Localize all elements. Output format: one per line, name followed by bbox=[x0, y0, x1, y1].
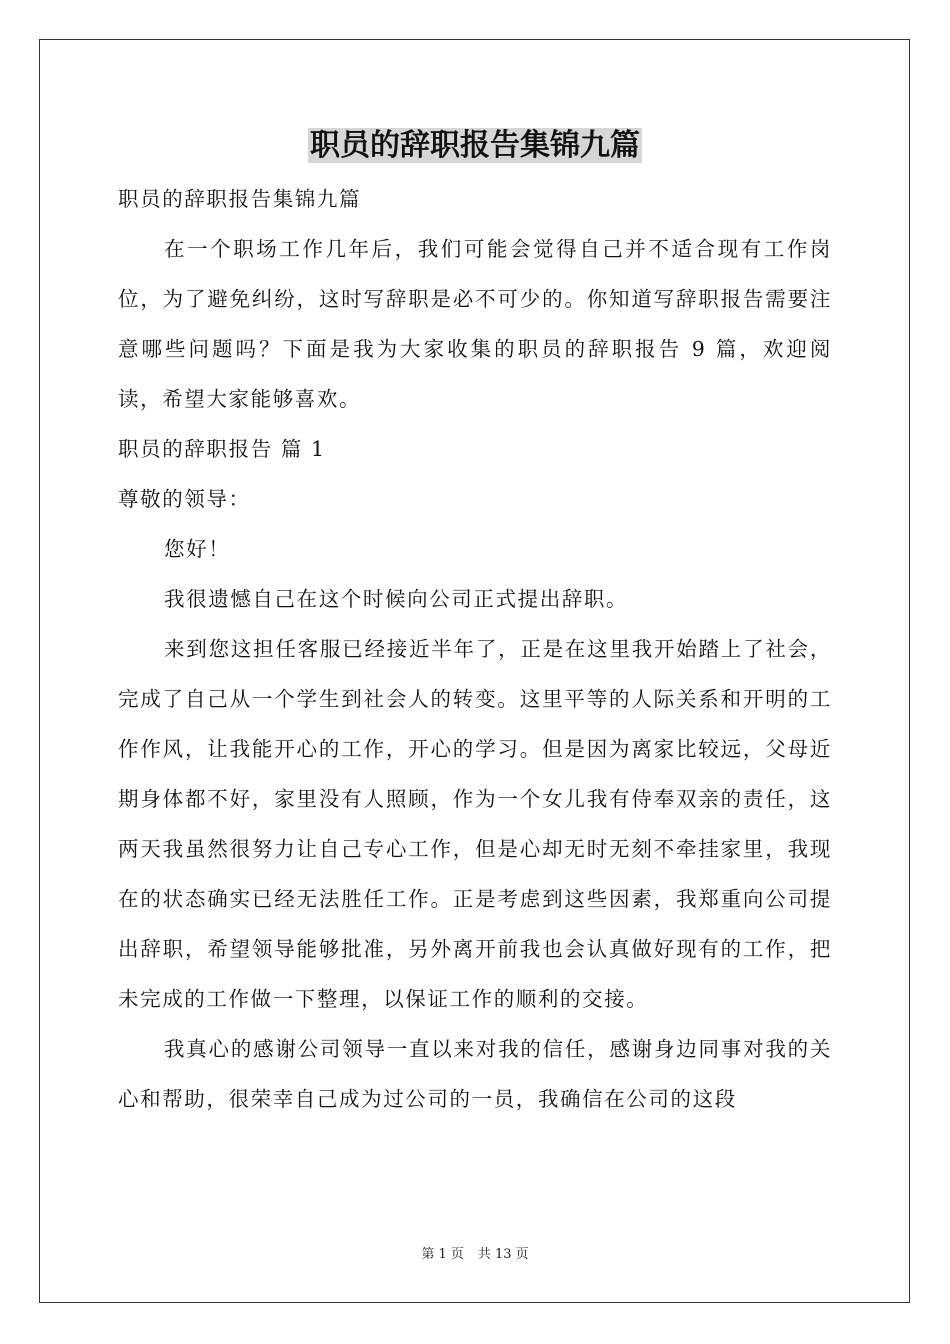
body-paragraph: 来到您这担任客服已经接近半年了，正是在这里我开始踏上了社会，完成了自己从一个学生到社会人的转变。这里平等的人际关系和开明的工作作风，让我能开心的工作，开心的学习。但是因为离家比较远，父母近期身体都不好，家里没有人照顾，作为一个女儿我有侍奉双亲的责任，这两天我虽然很努力让自己专心工作，但是心却无时无刻不牵挂家里，我现在的状态确实已经无法胜任工作。正是考虑到这些因素，我郑重向公司提出辞职，希望领导能够批准，另外离开前我也会认真做好现有的工作，把未完成的工作做一下整理，以保证工作的顺利的交接。 bbox=[118, 637, 832, 1011]
section-heading: 职员的辞职报告 篇 1 bbox=[118, 437, 326, 461]
document-title bbox=[0, 122, 950, 170]
greeting: 您好！ bbox=[164, 537, 231, 561]
salutation: 尊敬的领导： bbox=[118, 487, 251, 511]
page-total: 共 13 页 bbox=[477, 1247, 529, 1262]
page-number: 第 1 页 bbox=[421, 1247, 464, 1262]
subtitle-line: 职员的辞职报告集锦九篇 bbox=[118, 187, 362, 211]
body-paragraph: 我真心的感谢公司领导一直以来对我的信任，感谢身边同事对我的关心和帮助，很荣幸自己成为过公司的一员，我确信在公司的这段 bbox=[118, 1037, 832, 1111]
intro-paragraph: 在一个职场工作几年后，我们可能会觉得自己并不适合现有工作岗位，为了避免纠纷，这时写辞职是必不可少的。你知道写辞职报告需要注意哪些问题吗？下面是我为大家收集的职员的辞职报告 9 篇，欢迎阅读，希望大家能够喜欢。 bbox=[118, 237, 832, 411]
document-body bbox=[118, 174, 832, 1124]
document-title-text: 职员的辞职报告集锦九篇 bbox=[310, 128, 640, 163]
page-footer bbox=[0, 1246, 950, 1264]
body-paragraph: 我很遗憾自己在这个时候向公司正式提出辞职。 bbox=[164, 587, 629, 611]
